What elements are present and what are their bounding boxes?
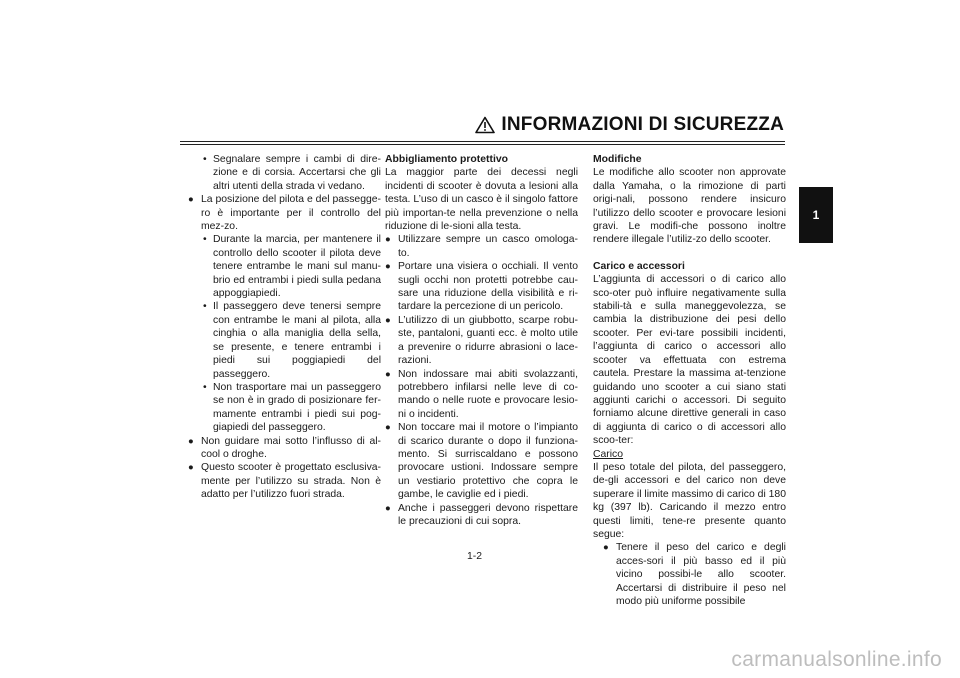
section-heading: Modifiche [593, 154, 642, 165]
sub-bullet-item: • Segnalare sempre i cambi di dire-zione e di corsia. Accertarsi che gli altri utenti della strada vi vedano. [188, 153, 381, 193]
spacer [593, 247, 786, 260]
sub-bullet-item: • Il passeggero deve tenersi sempre con entrambe le mani al pilota, alla cinghia o alla maniglia della sella, se presente, e tenere entrambi i piedi sui poggiapiedi del passeggero. [188, 300, 381, 380]
watermark: carmanualsonline.info [731, 648, 942, 671]
column-1 [188, 153, 381, 502]
header-rule-bottom [180, 144, 785, 145]
column-3 [593, 153, 786, 608]
bullet-item: ● Anche i passeggeri devono rispettare le precauzioni di cui sopra. [385, 502, 578, 529]
bullet-item: ● L’utilizzo di un giubbotto, scarpe robu-ste, pantaloni, guanti ecc. è molto utile a prevenire o ridurre abrasioni o lace-razioni. [385, 314, 578, 368]
bullet-item: ● Questo scooter è progettato esclusiva-mente per l’utilizzo su strada. Non è adatto per l’utilizzo fuori strada. [188, 461, 381, 501]
sub-bullet-item: • Non trasportare mai un passeggero se non è in grado di posizionare fer-mamente entrambi i piedi sui pog-giapiedi del passeggero. [188, 381, 381, 435]
bullet-item: ● La posizione del pilota e del passegge-ro è importante per il controllo del mez-zo. [188, 193, 381, 233]
sub-bullet-item: • Durante la marcia, per mantenere il controllo dello scooter il pilota deve tenere entrambe le mani sul manu-brio ed entrambi i piedi sulla pedana appoggiapiedi. [188, 233, 381, 300]
section-heading: Abbigliamento protettivo [385, 154, 508, 165]
warning-triangle-icon [475, 116, 495, 134]
bullet-item: ● Utilizzare sempre un casco omologa-to. [385, 233, 578, 260]
bullet-item: ● Non indossare mai abiti svolazzanti, potrebbero infilarsi nelle leve di co-mando o nelle ruote e provocare lesio-ni o incidenti. [385, 368, 578, 422]
bullet-item: ● Non guidare mai sotto l’influsso di al-cool o droghe. [188, 435, 381, 462]
page-title: INFORMAZIONI DI SICUREZZA [501, 114, 784, 135]
paragraph: L’aggiunta di accessori o di carico allo sco-oter può influire negativamente sulla stabili-tà e sulla maneggevolezza, se cambia la distribuzione dei pesi dello scooter. Per evi-tare possibili incidenti, l’aggiunta di carico o accessori allo scooter va effettuata con estrema cautela. Prestare la massima at-tenzione guidando uno scooter a cui siano stati aggiunti carichi o accessori. Di seguito forniamo alcune direttive generali in caso di aggiunta di carico o di accessori allo scoo-ter: [593, 274, 786, 447]
page-header [180, 114, 785, 148]
bullet-item: ● Non toccare mai il motore o l’impianto di scarico durante o dopo il funziona-mento. Si surriscaldano e possono provocare ustioni. Indossare sempre un vestiario protettivo che copra le gambe, le caviglie ed i piedi. [385, 421, 578, 501]
bullet-item: ● Tenere il peso del carico e degli acces-sori il più basso ed il più vicino possibi-le allo scooter. Accertarsi di distribuire il peso nel modo più uniforme possibile [603, 541, 786, 608]
paragraph: Il peso totale del pilota, del passeggero, de-gli accessori e del carico non deve superare il limite massimo di carico di 180 kg (397 lb). Caricando il mezzo entro questi limiti, tene-re presente quanto segue: [593, 461, 786, 540]
page-number: 1-2 [467, 551, 483, 562]
subsection-heading: Carico [593, 448, 624, 460]
paragraph: Le modifiche allo scooter non approvate dalla Yamaha, o la rimozione di parti origi-nali, possono rendere insicuro l’utilizzo dello scooter e provocare lesioni gravi. Le modifi-che possono inoltre rendere illegale l’utiliz-zo dello scooter. [593, 167, 786, 246]
section-heading: Carico e accessori [593, 260, 685, 272]
paragraph: La maggior parte dei decessi negli incidenti di scooter è dovuta a lesioni alla testa. L’uso di un casco è il singolo fattore più importan-te nella prevenzione o nella riduzione di le-sioni alla testa. [385, 167, 578, 233]
title-group [475, 114, 784, 136]
column-2 [385, 153, 578, 528]
chapter-tab: 1 [799, 187, 833, 243]
bullet-item: ● Portare una visiera o occhiali. Il vento sugli occhi non protetti potrebbe cau-sare una riduzione della visibilità e ri-tardare la percezione di un pericolo. [385, 260, 578, 314]
header-rule-top [180, 141, 785, 142]
